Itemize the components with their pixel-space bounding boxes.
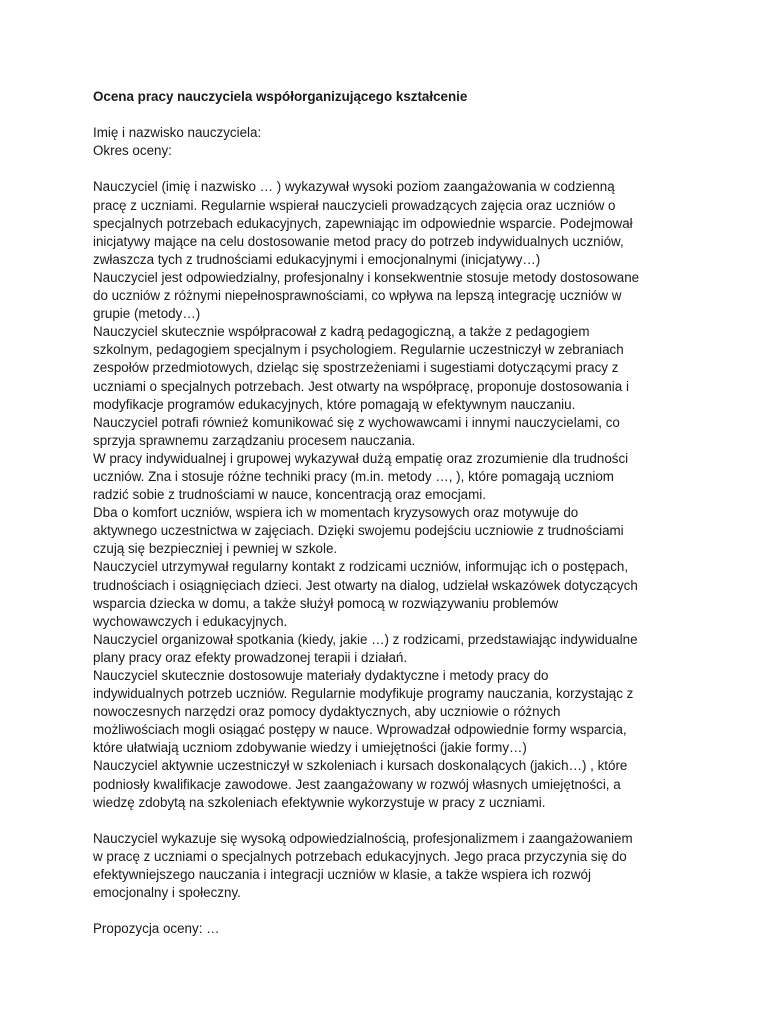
text-line: Nauczyciel utrzymywał regularny kontakt z rodzicami uczniów, informując ich o postępach, [93,559,629,575]
evaluation-body [93,178,693,811]
text-line: możliwościach mogli osiągać postępy w nauce. Wprowadzał odpowiednie formy wsparcia, [93,722,627,738]
text-line: podniosły kwalifikacje zawodowe. Jest zaangażowany w rozwój własnych umiejętności, a [93,776,621,792]
text-line: Nauczyciel organizował spotkania (kiedy, jakie …) z rodzicami, przedstawiając indywidualne [93,631,638,647]
text-line: trudnościach i osiągnięciach dzieci. Jest otwarty na dialog, udzielał wskazówek dotyczących [93,577,638,593]
text-line: wiedzę zdobytą na szkoleniach efektywnie wykorzystuje w pracy z uczniami. [93,794,546,810]
text-line: Nauczyciel potrafi również komunikować się z wychowawcami i innymi nauczycielami, co [93,414,620,430]
grade-proposal-label: Propozycja oceny: … [93,921,220,937]
spacer [93,160,693,178]
text-line: zespołów przedmiotowych, dzieląc się spostrzeżeniami i sugestiami dotyczącymi pracy z [93,360,619,376]
document-title: Ocena pracy nauczyciela współorganizującego kształcenie [93,89,468,104]
spacer [93,106,693,124]
text-line: w pracę z uczniami o specjalnych potrzebach edukacyjnych. Jego praca przyczynia się do [93,848,627,864]
text-line: zwłaszcza tych z trudnościami edukacyjnymi i emocjonalnymi (inicjatywy…) [93,251,541,267]
text-line: radzić sobie z trudnościami w nauce, koncentracją oraz emocjami. [93,487,486,503]
text-line: Nauczyciel skutecznie dostosowuje materiały dydaktyczne i metody pracy do [93,668,549,683]
text-line: emocjonalny i społeczny. [93,885,241,901]
text-line: Nauczyciel aktywnie uczestniczył w szkoleniach i kursach doskonalących (jakich…) , które [93,758,628,774]
text-line: W pracy indywidualnej i grupowej wykazywał dużą empatię oraz zrozumienie dla trudności [93,450,629,466]
text-line: uczniów. Zna i stosuje różne techniki pracy (m.in. metody …, ), które pomagają uczniom [93,468,614,484]
text-line: Nauczyciel jest odpowiedzialny, profesjonalny i konsekwentnie stosuje metody dostosowane [93,269,640,285]
text-line: do uczniów z różnymi niepełnosprawnościami, co wpływa na lepszą integrację uczniów w [93,288,622,304]
text-line: pracę z uczniami. Regularnie wspierał nauczycieli prowadzących zajęcia oraz uczniów o [93,197,616,213]
text-line: plany pracy oraz efekty prowadzonej terapii i działań. [93,649,408,665]
text-line: modyfikacje programów edukacyjnych, które pomagają w efektywnym nauczaniu. [93,396,576,412]
evaluation-period-label: Okres oceny: [93,143,172,159]
text-line: efektywniejszego nauczania i integracji uczniów w klasie, a także wspiera ich rozwój [93,867,591,883]
text-line: nowoczesnych narzędzi oraz pomocy dydaktycznych, aby uczniowie o różnych [93,704,561,720]
text-line: specjalnych potrzebach edukacyjnych, zapewniając im odpowiednie wsparcie. Podejmował [93,215,633,231]
text-line: sprzyja sprawnemu zarządzaniu procesem nauczania. [93,432,416,448]
spacer [93,902,693,920]
text-line: indywidualnych potrzeb uczniów. Regularnie modyfikuje programy nauczania, korzystając z [93,686,634,702]
text-line: Dba o komfort uczniów, wspiera ich w momentach kryzysowych oraz motywuje do [93,505,579,521]
text-line: szkolnym, pedagogiem specjalnym i psychologiem. Regularnie uczestniczył w zebraniach [93,342,624,358]
text-line: czują się bezpieczniej i pewniej w szkole. [93,541,338,557]
text-line: inicjatywy mające na celu dostosowanie metod pracy do potrzeb indywidualnych uczniów, [93,233,624,249]
text-line: Nauczyciel (imię i nazwisko … ) wykazywał wysoki poziom zaangażowania w codzienną [93,179,615,195]
spacer [93,812,693,830]
document-page [93,88,693,938]
teacher-name-label: Imię i nazwisko nauczyciela: [93,125,262,141]
text-line: grupie (metody…) [93,306,201,322]
text-line: wsparcia dziecka w domu, a także służył pomocą w rozwiązywaniu problemów [93,595,559,611]
text-line: Nauczyciel skutecznie współpracował z kadrą pedagogiczną, a także z pedagogiem [93,324,590,340]
text-line: Nauczyciel wykazuje się wysoką odpowiedzialnością, profesjonalizmem i zaangażowaniem [93,830,633,846]
text-line: wychowawczych i edukacyjnych. [93,613,288,629]
evaluation-summary [93,830,693,902]
text-line: aktywnego uczestnictwa w zajęciach. Dzięki swojemu podejściu uczniowie z trudnościami [93,523,624,539]
text-line: uczniami o specjalnych potrzebach. Jest otwarty na współpracę, proponuje dostosowania i [93,378,629,394]
text-line: które ułatwiają uczniom zdobywanie wiedzy i umiejętności (jakie formy…) [93,740,527,756]
